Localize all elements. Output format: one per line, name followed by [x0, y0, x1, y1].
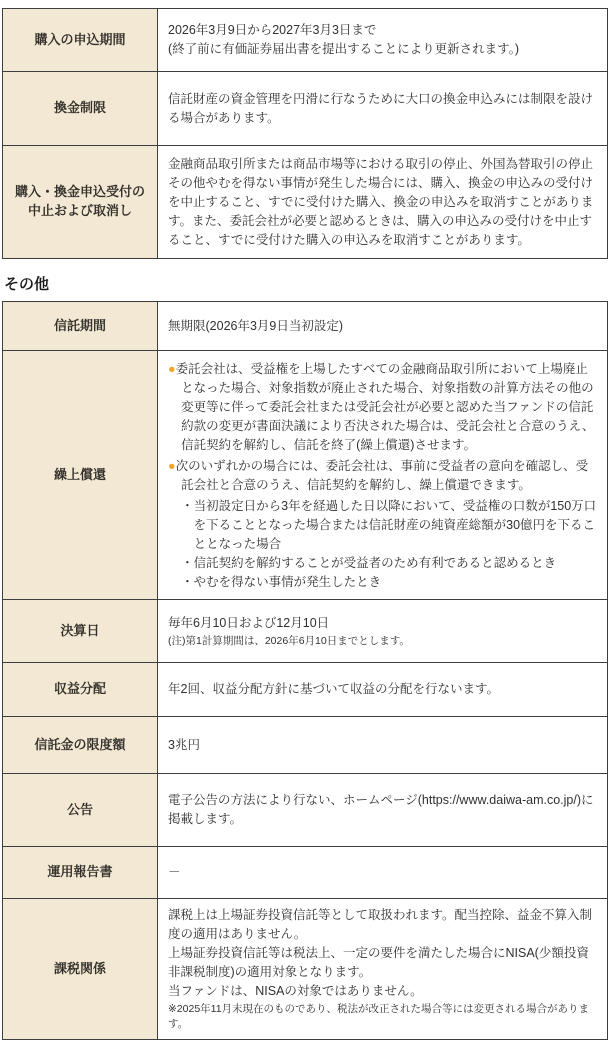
row-label-public-notice: 公告 — [3, 774, 158, 847]
table-row-trust-period — [3, 302, 608, 351]
text-paragraph: 当ファンドは、NISAの対象ではありません。 — [168, 984, 423, 998]
row-value-trust-limit: 3兆円 — [158, 717, 608, 774]
bullet-text: 次のいずれかの場合には、委託会社は、事前に受益者の意向を確認し、受託会社と合意のうえ、信託契約を解約し、繰上償還できます。 — [175, 459, 589, 492]
row-label-redemption-limit: 換金制限 — [3, 72, 158, 146]
others-table — [2, 301, 608, 1040]
row-value-redemption-limit: 信託財産の資金管理を円滑に行なうために大口の換金申込みには制限を設ける場合があります。 — [158, 72, 608, 146]
bullet-paragraph — [168, 360, 597, 455]
row-value-management-report: － — [158, 847, 608, 899]
row-label-settlement-date: 決算日 — [3, 600, 158, 663]
bullet-text: 委託会社は、受益権を上場したすべての金融商品取引所において上場廃止となった場合、対象指数が廃止された場合、対象指数の計算方法その他の変更等に伴って委託会社または受託会社が必要と認めた当ファンドの信託約款の変更が書面決議により否決された場合は、受託会社と合意のうえ、信託契約を解約し、信託を終了(繰上償還)させます。 — [175, 362, 595, 452]
footnote: (注)第1計算期間は、2026年6月10日までとします。 — [168, 634, 410, 647]
row-label-distribution: 収益分配 — [3, 663, 158, 717]
row-value-purchase-period — [158, 9, 608, 72]
row-value-public-notice: 電子公告の方法により行ない、ホームページ(https://www.daiwa-am.co.jp/)に掲載します。 — [158, 774, 608, 847]
row-label-purchase-period: 購入の申込期間 — [3, 9, 158, 72]
text-line: 毎年6月10日および12月10日 — [168, 615, 330, 630]
table-row-early-redemption — [3, 351, 608, 600]
row-value-settlement-date — [158, 600, 608, 663]
row-label-management-report: 運用報告書 — [3, 847, 158, 899]
table-row-purchase-period — [3, 9, 608, 72]
table-row-suspension — [3, 146, 608, 259]
row-label-trust-limit: 信託金の限度額 — [3, 717, 158, 774]
text-line: (終了前に有価証券届出書を提出することにより更新されます。) — [168, 42, 520, 56]
table-row-redemption-limit — [3, 72, 608, 146]
text-paragraph: 上場証券投資信託等は税法上、一定の要件を満たした場合にNISA(少額投資非課税制度)の適用対象となります。 — [168, 946, 589, 979]
sub-list-item: ・信託契約を解約することが受益者のため有利であると認めるとき — [181, 556, 557, 570]
row-value-trust-period: 無期限(2026年3月9日当初設定) — [158, 302, 608, 351]
row-label-taxation: 課税関係 — [3, 899, 158, 1040]
section-title-others: その他 — [4, 276, 50, 293]
bullet-icon: ● — [168, 362, 176, 376]
fund-terms-table — [2, 8, 608, 259]
row-label-trust-period: 信託期間 — [3, 302, 158, 351]
table-row-distribution — [3, 663, 608, 717]
row-value-suspension: 金融商品取引所または商品市場等における取引の停止、外国為替取引の停止その他やむを得ない事情が発生した場合には、購入、換金の申込みの受付けを中止すること、すでに受付けた購入、換金の申込みを取消すことがあります。また、委託会社が必要と認めるときは、購入の申込みの受付けを中止すること、すでに受付けた購入の申込みを取消すことがあります。 — [158, 146, 608, 259]
row-value-distribution: 年2回、収益分配方針に基づいて収益の分配を行ないます。 — [158, 663, 608, 717]
row-value-early-redemption — [158, 351, 608, 600]
footnote: ※2025年11月末現在のものであり、税法が改正された場合等には変更される場合があります。 — [168, 1003, 590, 1030]
row-label-suspension: 購入・換金申込受付の中止および取消し — [3, 146, 158, 259]
table-row-trust-limit — [3, 717, 608, 774]
bullet-paragraph — [168, 457, 597, 495]
sub-list-item: ・当初設定日から3年を経過した日以降において、受益権の口数が150万口を下ることとなった場合または信託財産の純資産総額が30億円を下ることとなった場合 — [181, 499, 597, 551]
row-label-early-redemption: 繰上償還 — [3, 351, 158, 600]
bullet-icon: ● — [168, 459, 176, 473]
sub-list-item: ・やむを得ない事情が発生したとき — [181, 575, 382, 589]
table-row-public-notice — [3, 774, 608, 847]
row-value-taxation — [158, 899, 608, 1040]
text-paragraph: 課税上は上場証券投資信託等として取扱われます。配当控除、益金不算入制度の適用はありません。 — [168, 908, 593, 941]
table-row-settlement-date — [3, 600, 608, 663]
table-row-management-report — [3, 847, 608, 899]
table-row-taxation — [3, 899, 608, 1040]
text-line: 2026年3月9日から2027年3月3日まで — [168, 23, 377, 37]
